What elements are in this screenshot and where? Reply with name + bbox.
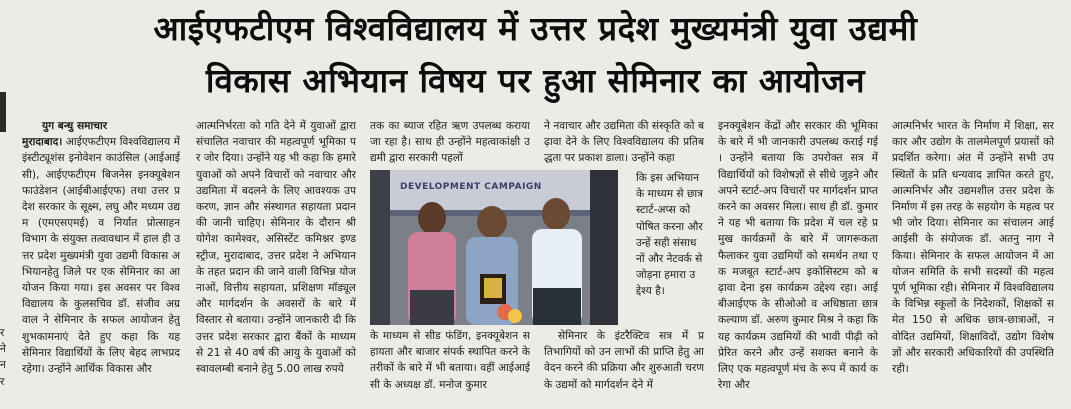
article-column-1	[22, 118, 180, 409]
article-column-4-bottom	[544, 328, 704, 409]
column-text: कि इस अभियान के माध्यम से छात्र स्टार्ट-अप्स को पोषित करना और उन्हें सही संसाधनों और नेटवर्क से जोड़ना हमारा उद्देश्य है।	[636, 172, 703, 298]
adjacent-column-fragment	[0, 325, 12, 390]
article-column-3-top	[370, 118, 530, 168]
column-text: आत्मनिर्भर भारत के निर्माण में शिक्षा, सरकार और उद्योग के तालमेलपूर्ण प्रयासों को प्रदर्शित करेगा। अंत में उन्होंने सभी उपस्थितों के प्रति धन्यवाद ज्ञापित करते हुए, आत्मनिर्भर और उद्यमशील उत्तर प्रदेश के निर्माण में इस तरह के सहयोग के महत्व पर भी जोर दिया। सेमिनार का संचालन आईआईसी के संयोजक डॉ. अतनु नाग ने किया। सेमिनार के सफल आयोजन में आयोजन समिति के सभी सदस्यों की महत्वपूर्ण भूमिका रही। सेमिनार में विश्वविद्यालय के विभिन्न स्कूलों के निदेशकों, शिक्षकों समेत 150 से अधिक छात्र-छात्राओं, नवोदित उद्यमियों, शिक्षाविदों, उद्योग विशेषज्ञों और सरकारी अधिकारियों की उपस्थिति रही।	[892, 120, 1054, 376]
fragment-line: र	[0, 327, 5, 339]
column-text: के माध्यम से सीड फंडिंग, इनक्यूबेशन सहायता और बाजार संपर्क स्थापित करने के तरीकों के बारे में भी बताया। वहीं आईआईसी के अध्यक्ष डॉ. मनोज कुमार	[370, 330, 530, 391]
fragment-line: र	[0, 375, 5, 388]
dateline: मुरादाबाद।	[22, 136, 63, 149]
headline-line-2: विकास अभियान विषय पर हुआ सेमिनार का आयोजन	[205, 61, 866, 100]
column-text: सेमिनार के इंटरैक्टिव सत्र में प्रतिभागियों को उन लाभों की प्राप्ति हेतु आवेदन करने की प्रक्रिया और शुरुआती चरण के उद्यमों को मार्गदर्शन देने में	[544, 330, 704, 391]
photo-illustration	[370, 170, 618, 325]
byline: युग बन्धु समाचार	[42, 120, 108, 132]
fragment-line: ने	[0, 343, 6, 356]
article-column-4-top	[544, 118, 704, 168]
seminar-photo	[370, 170, 618, 325]
article-column-2	[196, 118, 356, 409]
article-column-4-side	[636, 170, 704, 330]
banner-text: DEVELOPMENT CAMPAIGN	[400, 182, 542, 192]
article-column-5	[718, 118, 878, 409]
column-text: तक का ब्याज रहित ऋण उपलब्ध कराया जा रहा है। साथ ही उन्होंने महत्वाकांक्षी उद्यमी द्वारा सरकारी पहलों	[370, 120, 530, 165]
article-column-3-bottom	[370, 328, 530, 409]
column-text: आईएफटीएम विश्वविद्यालय में इंस्टीट्यूशंस इनोवेशन काउंसिल (आईआईसी), आईएफटीएम बिजनेस इनक्यूबेशन फाउंडेशन (आईबीआईएफ) तथा उत्तर प्रदेश सरकार के सूक्ष्म, लघु और मध्यम उद्यम (एमएसएमई) व निर्यात प्रोत्साहन विभाग के संयुक्त तत्वावधान में हाल ही उत्तर प्रदेश मुख्यमंत्री युवा उद्यमी विकास अभियानहेतु जिले पर एक सेमिनार का आयोजन किया गया। इस अवसर पर विश्वविद्यालय के कुलसचिव डॉ. संजीव अग्रवाल ने सेमिनार के सफल आयोजन हेतु शुभकामनाएं देते हुए कहा कि यह सेमिनार विद्यार्थियों के लिए बेहद लाभप्रद रहेगा। उन्होंने आर्थिक विकास और	[22, 136, 180, 376]
headline-line-1: आईएफटीएम विश्वविद्यालय में उत्तर प्रदेश मुख्यमंत्री युवा उद्यमी	[153, 9, 918, 48]
adjacent-column-edge	[0, 92, 6, 132]
column-text: ने नवाचार और उद्यमिता की संस्कृति को बढ़ावा देने के लिए विश्वविद्यालय की प्रतिबद्धता पर प्रकाश डाला। उन्होंने कहा	[544, 120, 704, 165]
fragment-line: न	[0, 359, 6, 372]
article-column-6	[892, 118, 1054, 409]
column-text: इनक्यूबेशन केंद्रों और सरकार की भूमिका के बारे में भी जानकारी उपलब्ध कराई गई। उन्होंने बताया कि उपरोक्त सत्र में विद्यार्थियों को विशेषज्ञों से सीधे जुड़ने और अपने स्टार्ट-अप विचारों पर मार्गदर्शन प्राप्त करने का अवसर मिला। साथ ही डॉ. कुमार ने यह भी बताया कि प्रदेश में चल रहे प्रमुख कार्यक्रमों के बारे में जागरूकता फैलाकर युवा उद्यमियों को समर्थन तथा एक मजबूत स्टार्ट-अप इकोसिस्टम को बढ़ावा देना इस कार्यक्रम उद्देश्य रहा। आईबीआईएफ के सीओओ व अधिष्ठाता छात्र कल्याण डॉ. अरुण कुमार मिश्र ने कहा कि यह कार्यक्रम उद्यमियों की भावी पीढ़ी को प्रेरित करने और उन्हें सशक्त बनाने के लिए एक महत्वपूर्ण मंच के रूप में कार्य करेगा और	[718, 120, 878, 392]
column-text: आत्मनिर्भरता को गति देने में युवाओं द्वारा संचालित नवाचार की महत्वपूर्ण भूमिका पर जोर दिया। उन्होंने यह भी कहा कि हमारे युवाओं को अपने विचारों को नवाचार और उद्यमिता में बदलने के लिए आवश्यक उपकरण, ज्ञान और संस्थागत सहायता प्रदान की जानी चाहिए। सेमिनार के दौरान श्री योगेश कामेश्वर, असिस्टेंट कमिश्नर इण्डस्ट्रीज, मुरादाबाद, उत्तर प्रदेश ने अभियान के तहत प्रदान की जाने वाली विभिन्न योजनाओं, वित्तीय सहायता, प्रशिक्षण मॉड्यूल और मार्गदर्शन के अवसरों के बारे में विस्तार से बताया। उन्होंने जानकारी दी कि उत्तर प्रदेश सरकार द्वारा बैंकों के माध्यम से 21 से 40 वर्ष की आयु के युवाओं को स्वावलम्बी बनाने हेतु 5.00 लाख रुपये	[196, 120, 356, 376]
